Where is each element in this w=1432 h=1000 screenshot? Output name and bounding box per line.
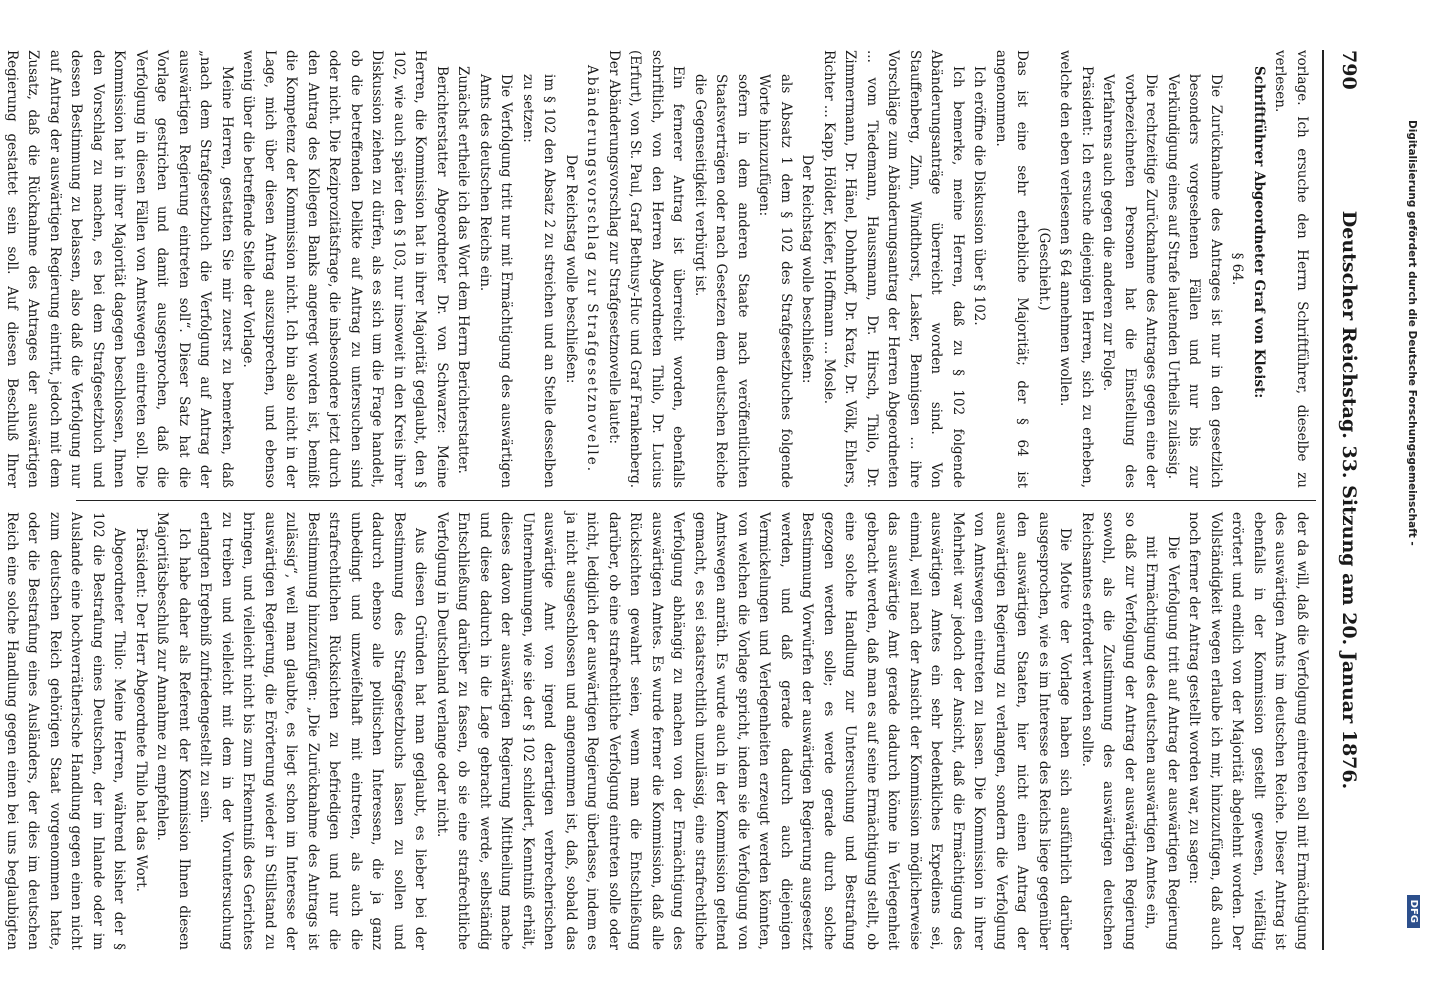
paragraph: Berichterstatter Abgeordneter Dr. von Schwarze: Meine Herren, die Kommission hat in ihrer Majorität geglaubt, den § 102, wie auch später den § 103, nur insoweit in den Kreis ihrer Diskussion ziehen zu dürfen, als es sich um die Frage handelt, ob die betreffenden Delikte auf Antrag zu untersuchen sind oder nicht. Die Reziprozitätsfrage, die insbesondere jetzt durch den Antrag des Kollegen Banks angeregt worden ist, bemißt die Kompetenz der Kommission nicht. Ich bin also nicht in der Lage, mich über diesen Antrag auszusprechen, und ebenso wenig über die betreffende Stelle der Vorlage.: [240, 50, 450, 488]
quoted-text: Die Verfolgung tritt nur mit Ermächtigung des auswärtigen Amts des deutschen Reichs ein.: [477, 74, 515, 488]
speaker-line: Schriftführer Abgeordneter Graf von Kleist:: [1251, 66, 1267, 399]
right-column: [4, 512, 1312, 950]
quoted-text: Die Zurücknahme des Antrages ist nur in den gesetzlich besonders vorgesehenen Fällen und nur bis zur Verkündigung eines auf Strafe lautenden Urtheils zulässig.: [1165, 74, 1224, 488]
quoted-text: im § 102 den Absatz 2 zu streichen und an Stelle desselben zu setzen:: [520, 74, 558, 488]
speaker-line: Präsident: Der Herr Abgeordnete Thilo hat das Wort.: [133, 528, 149, 892]
paragraph: Das ist eine sehr erhebliche Majorität; der § 64 ist angenommen.: [993, 50, 1031, 488]
quoted-text: als Absatz 1 dem § 102 des Strafgesetzbuches folgende Worte hinzuzufügen:: [756, 74, 794, 488]
paragraph: so daß zur Verfolgung der Antrag der auswärtigen Regierung sowohl, als die Zustimmung des auswärtigen deutschen Reichsamtes erfordert werden sollte.: [1079, 512, 1138, 950]
column-divider: [76, 500, 1316, 501]
paragraph: vorlage. Ich ersuche den Herrn Schriftführer, dieselbe zu verlesen.: [1272, 50, 1310, 488]
motion-heading: Abänderungsvorschlag zur Strafgesetznovelle.: [584, 64, 601, 474]
paragraph: Die Motive der Vorlage haben sich ausführlich darüber ausgesprochen, wie es im Interesse des Reichs liege gegenüber den auswärtigen Staaten, hier nicht einen Antrag der auswärtigen Regierung zu verlangen, sondern die Verfolgung von Amtswegen eintreten zu lassen. Die Kommission in ihrer Mehrheit war jedoch der Ansicht, daß die Ermächtigung des auswärtigen Amtes ein sehr bedenkliches Expediens sei, einmal, weil nach der Ansicht der Kommission möglicherweise das auswärtige Amt gerade dadurch könne in Verlegenheit gebracht werden, daß man es auf seine Ermächtigung stellt, ob eine solche Handlung zur Untersuchung und Bestrafung gezogen werden solle; es werde gerade durch solche Bestimmung Vorwürfen der auswärtigen Regierung ausgesetzt werden, und daß gerade dadurch auch diejenigen Vermickelungen und Verlegenheiten erzeugt werden könnten, von welchen die Vorlage spricht, indem sie die Verfolgung von Amtswegen anräth. Es wurde auch in der Kommission geltend gemacht, es sei staatsrechtlich unzulässig, eine strafrechtliche Verfolgung abhängig zu machen von der Ermächtigung des auswärtigen Amtes. Es wurde ferner die Kommission, daß alle Rücksichten gewahrt seien, wenn man die Entschließung darüber, ob eine strafrechtliche Verfolgung eintreten solle oder nicht, lediglich der auswärtigen Regierung überlasse, indem es ja nicht ausgeschlossen und angenommen ist, daß, sobald das auswärtige Amt von irgend derartigen verbrecherischen Unternehmungen, wie sie der § 102 schildert, Kenntniß erhält, dieses davon der auswärtigen Regierung Mittheilung mache und diese dadurch in die Lage gebracht werde, selbständig Entschließung darüber zu fassen, ob sie eine strafrechtliche Verfolgung in Deutschland verlange oder nicht.: [434, 512, 1074, 950]
paragraph: Meine Herren, gestatten Sie mir zuerst zu bemerken, daß „nach dem Strafgesetzbuch die Verfolgung auf Antrag der auswärtigen Regierung eintreten soll“. Dieser Satz hat die Vorlage gestrichen und damit ausgesprochen, daß die Verfolgung in diesen Fällen von Amtswegen eintreten soll. Die Kommission hat in ihrer Majorität dagegen beschlossen, Ihnen den Vorschlag zu machen, es bei dem Strafgesetzbuch und dessen Bestimmung zu belassen, also daß die Verfolgung nur auf Antrag der auswärtigen Regierung eintritt, jedoch mit dem Zusatz, daß die Rücknahme des Antrages der auswärtigen Regierung gestattet sein soll. Auf diesen Beschluß Ihrer: [4, 50, 235, 488]
section-heading: § 64.: [1229, 252, 1246, 286]
dfg-logo-badge: DFG: [1407, 895, 1420, 928]
paragraph: Zunächst ertheile ich das Wort dem Herrn Berichterstatter.: [455, 66, 472, 474]
digitization-credit: [1402, 120, 1419, 923]
paragraph: der da will, daß die Verfolgung eintreten soll mit Ermächtigung des auswärtigen Amts im deutschen Reiche. Dieser Antrag ist ebenfalls in der Kommission gestellt gewesen, vielfältig erörtert und endlich von der Majorität abgelehnt worden. Der Vollständigkeit wegen erlaube ich mir, hinzuzufügen, daß auch noch ferner der Antrag gestellt worden war, zu sagen:: [1186, 512, 1310, 950]
page-header: [1330, 50, 1360, 950]
page-title: Deutscher Reichstag. 33. Sitzung am 20. Januar 1876.: [1338, 210, 1360, 790]
quoted-text: Die Verfolgung tritt auf Antrag der auswärtigen Regierung mit Ermächtigung des deutschen auswärtigen Amtes ein,: [1143, 536, 1181, 950]
page-number: 790: [1338, 50, 1360, 90]
motion-heading: Der Reichstag wolle beschließen:: [563, 154, 579, 384]
paragraph: Ich bemerke, meine Herren, daß zu § 102 folgende Abänderungsanträge überreicht worden sind. Von Stauffenberg, Zinn, Windthorst, Lasker, Bennigsen ... ihre Vorschläge zum Abänderungsantrag der Herren Abgeordneten ... vom Tiedemann, Haussmann, Dr. Hirsch, Thilo, Dr. Zimmermann, Dr. Hänel, Dohnhoff, Dr. Kratz, Dr. Völk, Ehlers, Richter ... Kapp, Hölder, Kiefer, Hoffmann ... Mosle.: [821, 50, 966, 488]
paragraph: Ein fernerer Antrag ist überreicht worden, ebenfalls schriftlich, von den Herren Abgeordneten Thilo, Dr. Lucius (Erfurt), von St. Paul, Graf Bethusy-Huc und Graf Frankenberg. Der Abänderungsvorschlag zur Strafgesetznovelle lautet:: [606, 50, 687, 488]
stage-direction: (Geschieht.): [1036, 227, 1052, 311]
paragraph: Abgeordneter Thilo: Meine Herren, während bisher der § 102 die Bestrafung eines Deutschen, der im Inlande oder im Auslande eine hochverrätherische Handlung gegen einen nicht zum deutschen Reich gehörigen Staat vorgenommen hatte, oder die Bestrafung eines Ausländers, der dies im deutschen Reich eine solche Handlung gegen einen bei uns beglaubigten: [4, 512, 128, 950]
left-column: [4, 50, 1312, 488]
paragraph: Ich eröffne die Diskussion über § 102.: [971, 66, 988, 326]
quoted-text: sofern in dem anderen Staate nach veröffentlichten Staatsverträgen oder nach Gesetzen dem deutschen Reiche die Gegenseitigkeit verbürgt ist.: [692, 74, 751, 488]
rotated-scanned-page: [4, 10, 1396, 990]
quoted-text: Die rechtzeitige Zurücknahme des Antrages gegen eine der vorbezeichneten Personen hat die Einstellung des Verfahrens auch gegen die anderen zur Folge.: [1100, 74, 1160, 488]
header-rule: [1322, 50, 1324, 950]
paragraph: Präsident: Ich ersuche diejenigen Herren, sich zu erheben, welche den eben verlesenen § 64 annehmen wollen.: [1057, 50, 1095, 488]
paragraph: Ich habe daher als Referent der Kommission Ihnen diesen Majoritätsbeschluß zur Annahme zu empfehlen.: [154, 512, 192, 950]
motion-heading: Der Reichstag wolle beschließen:: [799, 154, 816, 384]
credit-text: Digitalisierung gefördert durch die Deutsche Forschungsgemeinschaft -: [1406, 120, 1418, 546]
paragraph: Aus diesen Gründen hat man geglaubt, es lieber bei der Bestimmung des Strafgesetzbuchs lassen zu sollen und dadurch ebenso alle politischen Interessen, die ja ganz unbedingt und unzweifelhaft mit eintreten, als auch die strafrechtlichen Rücksichten zu befriedigen und nur die Bestimmung hinzuzufügen: „Die Zurücknahme des Antrags ist zulässig“, weil man glaubte, es liegt schon im Interesse der auswärtigen Regierung, die Erörterung wieder in Stillstand zu bringen, und vielleicht nicht bis zum Erkenntniß des Gerichtes zu treiben und vielleicht mit dem in der Voruntersuchung erlangten Ergebniß zufriedengestellt zu sein.: [197, 512, 429, 950]
